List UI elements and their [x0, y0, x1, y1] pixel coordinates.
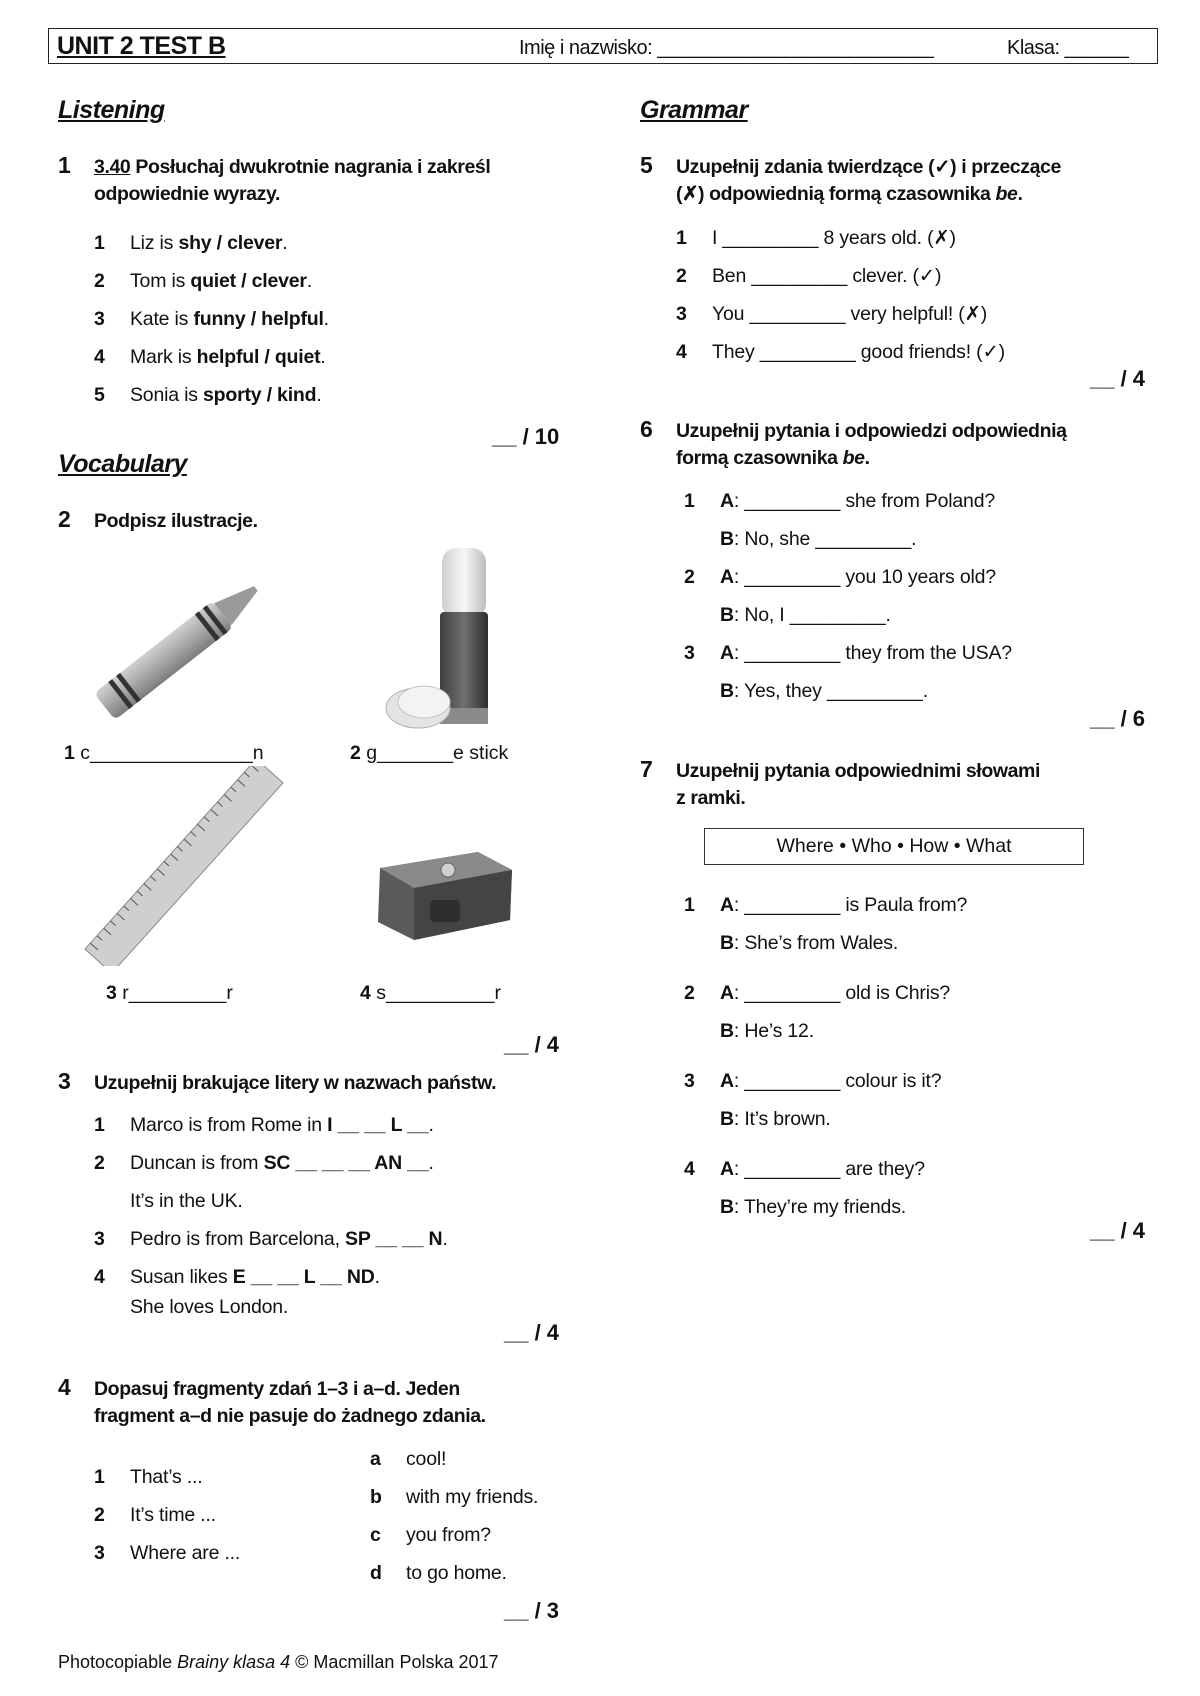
- list-item[interactable]: B: No, I _________.: [720, 604, 891, 626]
- section-heading-vocabulary: Vocabulary: [58, 450, 187, 478]
- list-item: It’s in the UK.: [130, 1190, 243, 1212]
- list-item: 5 Sonia is sporty / kind.: [94, 384, 322, 406]
- list-item[interactable]: 1 A: _________ she from Poland?: [684, 490, 995, 512]
- list-item[interactable]: 1 I _________ 8 years old. (✗): [676, 227, 956, 249]
- score-box: __ / 6: [1090, 706, 1146, 731]
- list-item[interactable]: 3 You _________ very helpful! (✗): [676, 303, 988, 325]
- class-field-label: Klasa: ______: [1007, 37, 1129, 59]
- list-item[interactable]: 1 That’s ...: [94, 1466, 203, 1488]
- score-box: __ / 4: [1090, 1218, 1146, 1243]
- list-item: 2 Tom is quiet / clever.: [94, 270, 312, 292]
- list-item[interactable]: c you from?: [370, 1524, 491, 1546]
- test-title: UNIT 2 TEST B: [57, 32, 226, 60]
- illustration-label: 3 r_________r: [106, 982, 233, 1004]
- list-item: 4 Mark is helpful / quiet.: [94, 346, 326, 368]
- list-item: B: He’s 12.: [720, 1020, 814, 1042]
- list-item[interactable]: 3 Where are ...: [94, 1542, 241, 1564]
- exercise-1-items: [94, 232, 329, 422]
- exercise-number: 2: [58, 506, 71, 532]
- list-item: She loves London.: [130, 1296, 289, 1318]
- list-item[interactable]: a cool!: [370, 1448, 447, 1470]
- list-item: B: They’re my friends.: [720, 1196, 906, 1218]
- exercise-3-items: [94, 1114, 448, 1334]
- list-item: 3 Kate is funny / helpful.: [94, 308, 329, 330]
- match-right-column: [370, 1448, 538, 1600]
- exercise-5-items: [676, 226, 1005, 378]
- score-box: __ / 4: [504, 1320, 560, 1345]
- list-item: 3 Pedro is from Barcelona, SP __ __ N.: [94, 1228, 448, 1250]
- match-left-column: [94, 1466, 240, 1580]
- score-box: __ / 4: [1090, 366, 1146, 391]
- list-item[interactable]: 2 Ben _________ clever. (✓): [676, 265, 942, 287]
- list-item[interactable]: B: No, she _________.: [720, 528, 917, 550]
- track-number: 3.40: [94, 156, 131, 178]
- fill-in-blank[interactable]: I __ __ L __: [327, 1114, 429, 1136]
- list-item: 1 Marco is from Rome in I __ __ L __.: [94, 1114, 434, 1136]
- illustration-label: 1 c_______________n: [64, 742, 264, 764]
- exercise-2-instruction: Podpisz ilustracje.: [94, 510, 258, 532]
- list-item[interactable]: 3 A: _________ colour is it?: [684, 1070, 942, 1092]
- score-box: __ / 10: [492, 424, 560, 449]
- sharpener-icon: [370, 840, 520, 950]
- list-item[interactable]: 4 A: _________ are they?: [684, 1158, 925, 1180]
- glue-stick-icon: [380, 540, 520, 740]
- score-box: __ / 4: [504, 1032, 560, 1057]
- exercise-6-instruction: Uzupełnij pytania i odpowiedzi odpowiednią formą czasownika be.: [676, 420, 1067, 469]
- exercise-number: 3: [58, 1068, 71, 1094]
- circle-option[interactable]: quiet / clever: [190, 270, 307, 292]
- list-item[interactable]: 1 A: _________ is Paula from?: [684, 894, 968, 916]
- circle-option[interactable]: sporty / kind: [203, 384, 317, 406]
- exercise-7-items: [684, 894, 967, 1234]
- list-item[interactable]: 4 They _________ good friends! (✓): [676, 341, 1005, 363]
- exercise-7-instruction: Uzupełnij pytania odpowiednimi słowami z ramki.: [676, 760, 1041, 809]
- list-item: B: It’s brown.: [720, 1108, 831, 1130]
- exercise-3-instruction: Uzupełnij brakujące litery w nazwach państw.: [94, 1072, 497, 1094]
- list-item: 2 Duncan is from SC __ __ __ AN __.: [94, 1152, 434, 1174]
- exercise-5-instruction: Uzupełnij zdania twierdzące (✓) i przeczące (✗) odpowiednią formą czasownika be.: [676, 156, 1061, 205]
- test-header: [48, 28, 1158, 64]
- footer-copyright: Photocopiable Brainy klasa 4 © Macmillan Polska 2017: [58, 1652, 499, 1672]
- score-box: __ / 3: [504, 1598, 560, 1623]
- exercise-number: 6: [640, 416, 653, 442]
- section-heading-listening: Listening: [58, 96, 165, 124]
- exercise-number: 5: [640, 152, 653, 178]
- exercise-6-items: [684, 490, 1012, 718]
- list-item: B: She’s from Wales.: [720, 932, 899, 954]
- list-item[interactable]: 2 It’s time ...: [94, 1504, 216, 1526]
- exercise-number: 7: [640, 756, 653, 782]
- list-item[interactable]: 3 A: _________ they from the USA?: [684, 642, 1012, 664]
- list-item[interactable]: 2 A: _________ you 10 years old?: [684, 566, 996, 588]
- illustration-label: 2 g_______e stick: [350, 742, 509, 764]
- fill-in-blank[interactable]: SC __ __ __ AN __: [263, 1152, 429, 1174]
- exercise-number: 4: [58, 1374, 71, 1400]
- list-item[interactable]: B: Yes, they _________.: [720, 680, 928, 702]
- list-item: 4 Susan likes E __ __ L __ ND.: [94, 1266, 380, 1288]
- list-item[interactable]: d to go home.: [370, 1562, 507, 1584]
- exercise-4-instruction: Dopasuj fragmenty zdań 1–3 i a–d. Jeden fragment a–d nie pasuje do żadnego zdania.: [94, 1378, 486, 1427]
- list-item[interactable]: b with my friends.: [370, 1486, 539, 1508]
- circle-option[interactable]: shy / clever: [178, 232, 283, 254]
- fill-in-blank[interactable]: E __ __ L __ ND: [232, 1266, 375, 1288]
- circle-option[interactable]: helpful / quiet: [196, 346, 321, 368]
- ruler-icon: [74, 766, 294, 966]
- circle-option[interactable]: funny / helpful: [193, 308, 324, 330]
- fill-in-blank[interactable]: SP __ __ N: [345, 1228, 443, 1250]
- section-heading-grammar: Grammar: [640, 96, 748, 124]
- exercise-number: 1: [58, 152, 71, 178]
- name-field-label: Imię i nazwisko: __________________________: [519, 37, 934, 59]
- list-item: 1 Liz is shy / clever.: [94, 232, 288, 254]
- crayon-icon: [72, 560, 282, 740]
- illustration-label: 4 s__________r: [360, 982, 501, 1004]
- exercise-1-instruction: 3.40 Posłuchaj dwukrotnie nagrania i zakreśl odpowiednie wyrazy.: [94, 156, 491, 205]
- list-item[interactable]: 2 A: _________ old is Chris?: [684, 982, 951, 1004]
- word-box: Where • Who • How • What: [704, 828, 1084, 865]
